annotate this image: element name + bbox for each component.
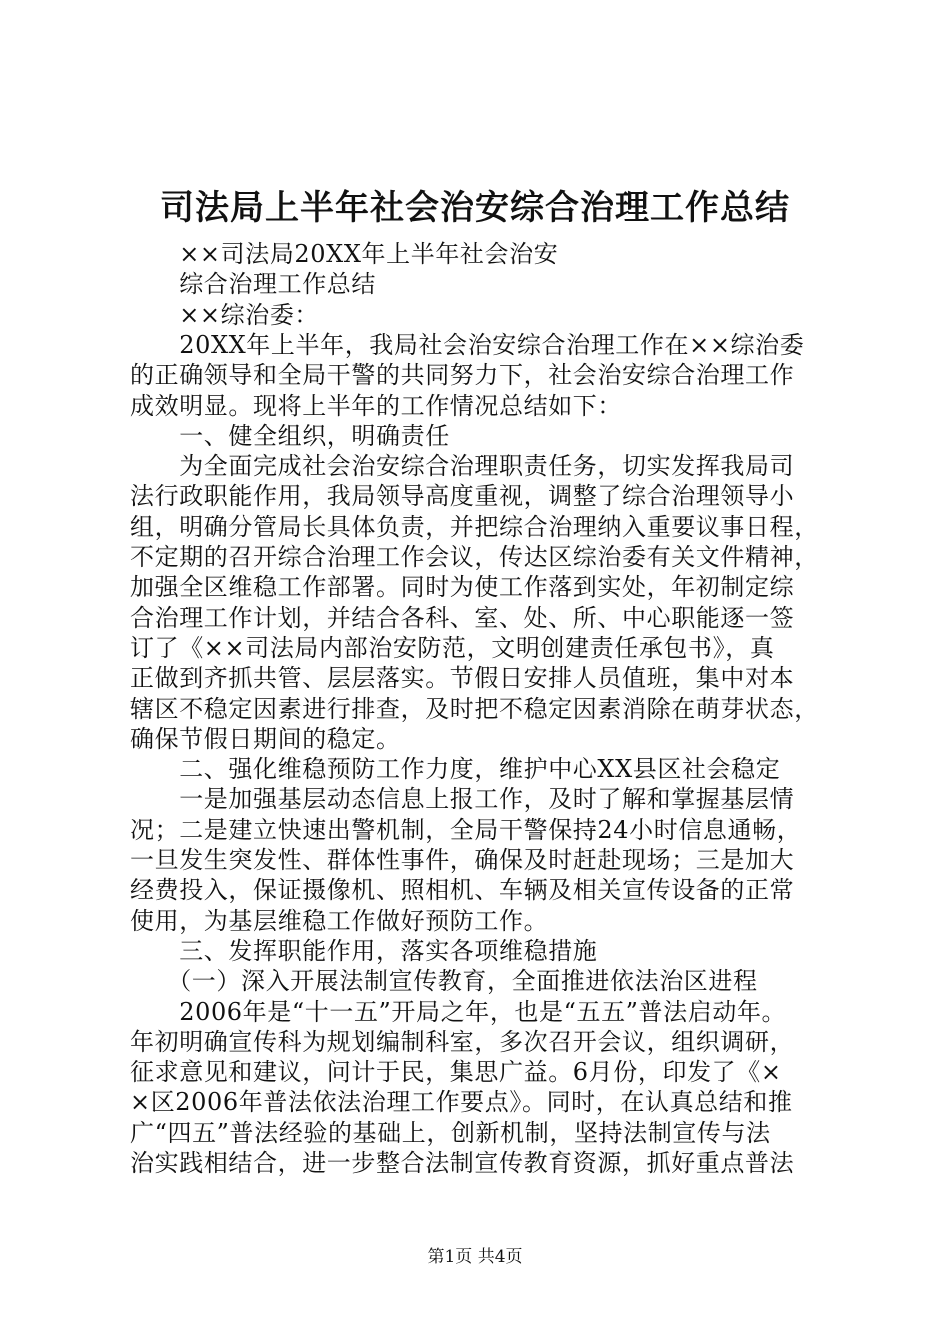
body-line: 加强全区维稳工作部署。同时为使工作落到实处，年初制定综: [130, 573, 795, 602]
body-line: 2006年是“十一五”开局之年，也是“五五”普法启动年。: [130, 997, 787, 1026]
body-line: 一、健全组织，明确责任: [130, 421, 450, 450]
body-line: 经费投入，保证摄像机、照相机、车辆及相关宣传设备的正常: [130, 876, 795, 905]
body-line: 正做到齐抓共管、层层落实。节假日安排人员值班，集中对本: [130, 664, 795, 693]
body-line: 征求意见和建议，问计于民，集思广益。6月份，印发了《×: [130, 1058, 782, 1087]
body-line: 三、发挥职能作用，落实各项维稳措施: [130, 936, 598, 965]
body-line: 为全面完成社会治安综合治理职责任务，切实发挥我局司: [130, 452, 795, 481]
body-line: 综合治理工作总结: [130, 270, 376, 299]
page-footer: 第1页 共4页: [427, 1247, 523, 1267]
body-line: 订了《××司法局内部治安防范，文明创建责任承包书》，真: [130, 633, 775, 662]
body-line: 的正确领导和全局干警的共同努力下，社会治安综合治理工作: [130, 361, 795, 390]
body-line: 二、强化维稳预防工作力度，维护中心XX县区社会稳定: [130, 755, 781, 784]
body-line: 20XX年上半年，我局社会治安综合治理工作在××综治委: [130, 330, 805, 359]
body-line: 治实践相结合，进一步整合法制宣传教育资源，抓好重点普法: [130, 1149, 795, 1177]
body-line: 不定期的召开综合治理工作会议，传达区综治委有关文件精神，: [130, 543, 819, 571]
body-line: 况；二是建立快速出警机制，全局干警保持24小时信息通畅，: [130, 815, 802, 844]
body-line: 辖区不稳定因素进行排查，及时把不稳定因素消除在萌芽状态，: [130, 694, 819, 723]
body-line: 组，明确分管局长具体负责，并把综合治理纳入重要议事日程，: [130, 512, 819, 541]
body-line: 年初明确宣传科为规划编制科室，多次召开会议，组织调研，: [130, 1027, 795, 1056]
body-line: 成效明显。现将上半年的工作情况总结如下：: [130, 391, 622, 420]
body-line: （一）深入开展法制宣传教育，全面推进依法治区进程: [130, 967, 758, 996]
body-line: ××司法局20XX年上半年社会治安: [130, 240, 559, 268]
document-title: 司法局上半年社会治安综合治理工作总结: [160, 188, 790, 228]
body-line: 广“四五”普法经验的基础上，创新机制，坚持法制宣传与法: [130, 1118, 771, 1147]
body-line: 一旦发生突发性、群体性事件，确保及时赶赴现场；三是加大: [130, 846, 795, 874]
body-line: 一是加强基层动态信息上报工作，及时了解和掌握基层情: [130, 785, 795, 814]
body-line: 使用，为基层维稳工作做好预防工作。: [130, 906, 549, 935]
body-line: ××综治委：: [130, 300, 320, 329]
body-line: ×区2006年普法依法治理工作要点》。同时，在认真总结和推: [130, 1088, 793, 1117]
body-line: 法行政职能作用，我局领导高度重视，调整了综合治理领导小: [130, 482, 795, 511]
body-line: 合治理工作计划，并结合各科、室、处、所、中心职能逐一签: [130, 603, 795, 632]
body-line: 确保节假日期间的稳定。: [130, 724, 401, 753]
